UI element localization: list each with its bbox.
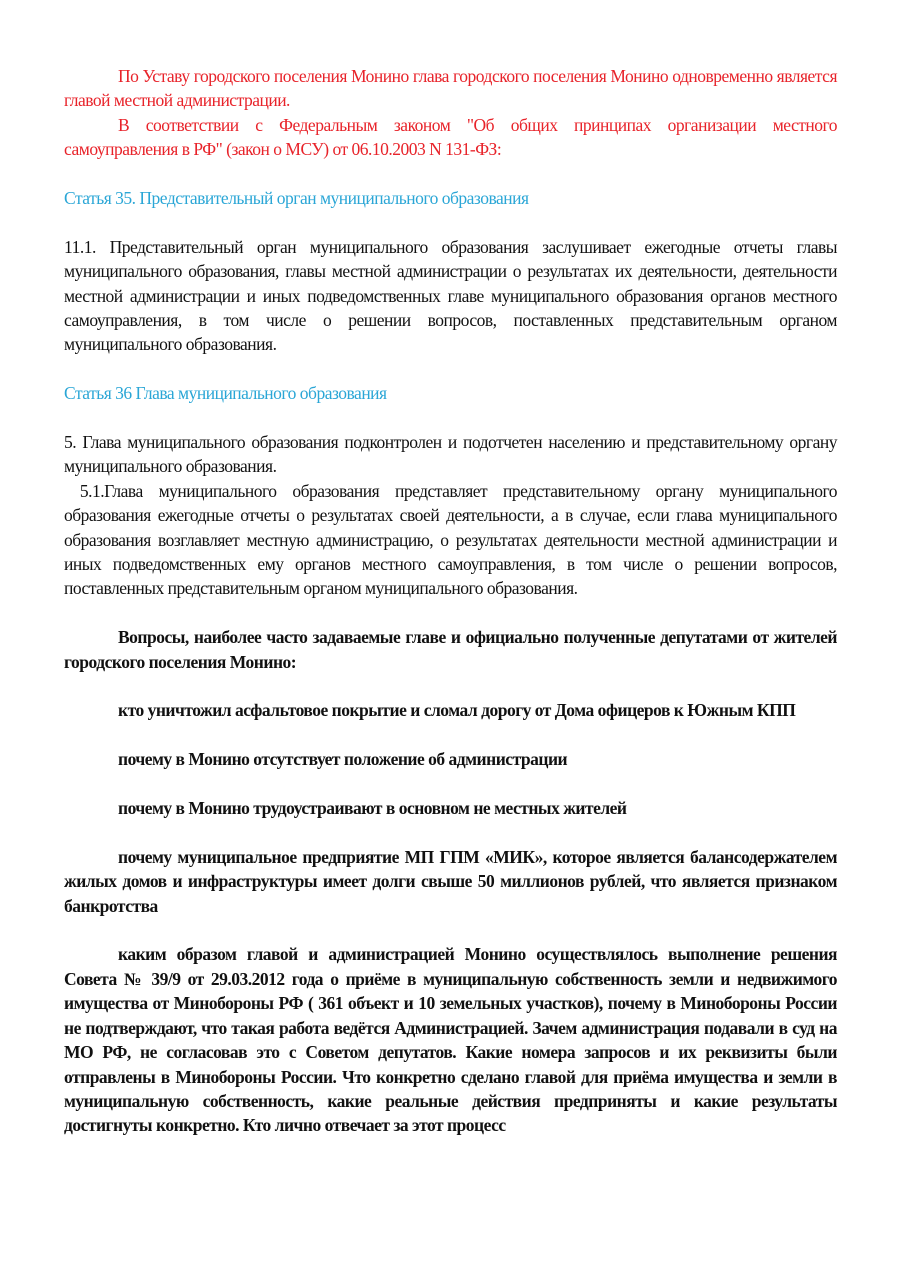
article-36-paragraph-2: 5.1.Глава муниципального образования представляет представительному органу муниципального образования ежегодные отчеты о результатах своей деятельности, а в случае, если глава муниципального образования возглавляет местную администрацию, о результатах деятельности местной администрации и иных подведомственных ему органов местного самоуправления, в том числе о решении вопросов, поставленных представительным органом муниципального образования. [64, 480, 841, 599]
question-2: почему в Монино отсутствует положение об администрации [118, 749, 568, 770]
document-page [64, 64, 841, 1138]
article-35-paragraph: 11.1. Представительный орган муниципального образования заслушивает ежегодные отчеты главы муниципального образования, главы местной администрации о результатах их деятельности, деятельности местной администрации и иных подведомственных главе муниципального образования органов местного самоуправления, в том числе о решении вопросов, поставленных представительным органом муниципального образования. [64, 236, 837, 355]
article-36-paragraph-1: 5. Глава муниципального образования подконтролен и подотчетен населению и представительному органу муниципального образования. [64, 432, 837, 477]
article-35-heading: Статья 35. Представительный орган муниципального образования [64, 188, 529, 209]
article-36-heading: Статья 36 Глава муниципального образования [64, 383, 387, 404]
question-1: кто уничтожил асфальтовое покрытие и сломал дорогу от Дома офицеров к Южным КПП [118, 700, 796, 721]
question-3: почему в Монино трудоустраивают в основном не местных жителей [118, 798, 627, 819]
intro-paragraph-1: По Уставу городского поселения Монино глава городского поселения Монино одновременно является главой местной администрации. [64, 66, 837, 111]
intro-paragraph-2: В соответствии с Федеральным законом "Об общих принципах организации местного самоуправления в РФ" (закон о МСУ) от 06.10.2003 N 131-ФЗ: [64, 114, 837, 160]
question-4: почему муниципальное предприятие МП ГПМ «МИК», которое является балансодержателем жилых домов и инфраструктуры имеет долги свыше 50 миллионов рублей, что является признаком банкротства [64, 846, 837, 916]
questions-intro: Вопросы, наиболее часто задаваемые главе и официально полученные депутатами от жителей городского поселения Монино: [64, 627, 837, 672]
question-5: каким образом главой и администрацией Монино осуществлялось выполнение решения Совета № 39/9 от 29.03.2012 года о приёме в муниципальную собственность земли и недвижимого имущества от Минобороны РФ ( 361 объект и 10 земельных участков), почему в Минобороны России не подтверждают, что такая работа ведётся Администрацией. Зачем администрация подавали в суд на МО РФ, не согласовав это с Советом депутатов. Какие номера запросов и их реквизиты были отправлены в Минобороны России. Что конкретно сделано главой для приёма имущества и земли в муниципальную собственность, какие реальные действия предприняты и какие результаты достигнуты конкретно. Кто лично отвечает за этот процесс [64, 944, 837, 1136]
